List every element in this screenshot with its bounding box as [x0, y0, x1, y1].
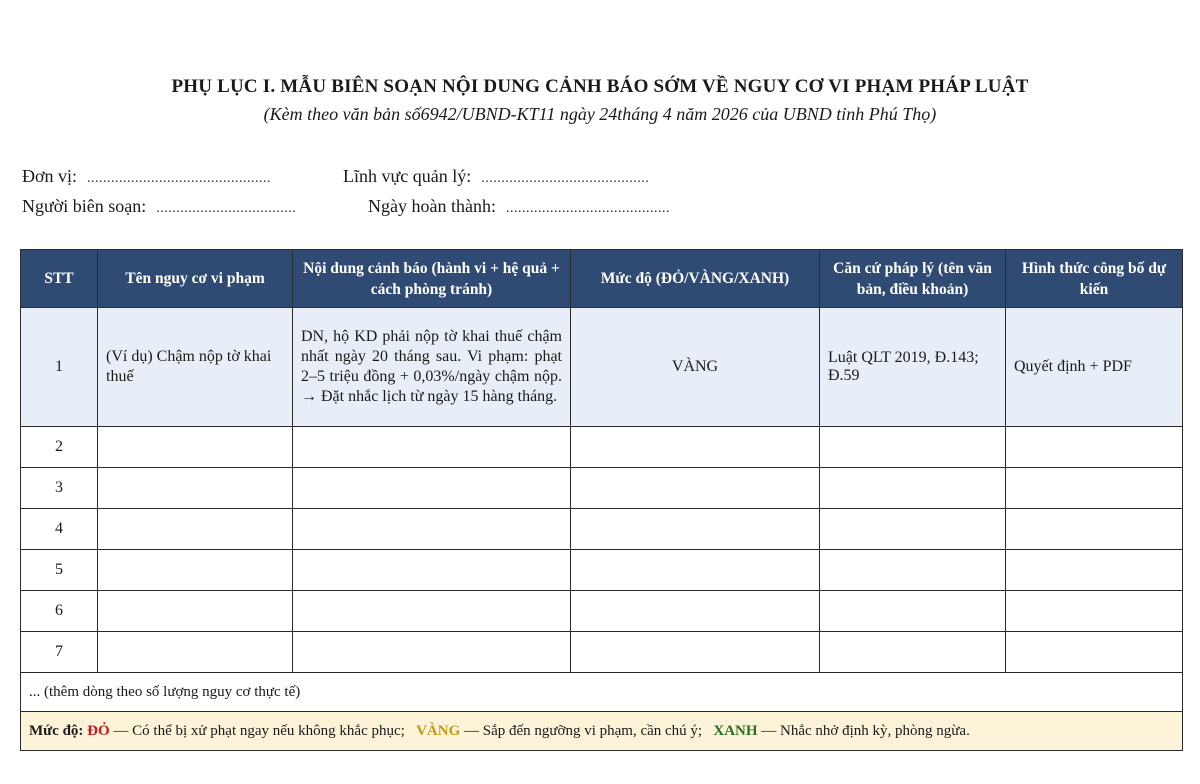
table-cell[interactable]: [293, 550, 571, 591]
row-stt: 7: [21, 632, 98, 673]
table-cell[interactable]: [571, 632, 820, 673]
don-vi-field: [22, 166, 271, 187]
header-can-cu: Căn cứ pháp lý (tên văn bản, điều khoản): [820, 250, 1006, 308]
table-cell[interactable]: [293, 632, 571, 673]
header-ten-nguy-co: Tên nguy cơ vi phạm: [98, 250, 293, 308]
example-noi-dung: DN, hộ KD phải nộp tờ khai thuế chậm nhất ngày 20 tháng sau. Vi phạm: phạt 2–5 triệu đồng + 0,03%/ngày chậm nộp. → Đặt nhắc lịch từ ngày 15 hàng tháng.: [293, 308, 571, 427]
table-row: [21, 632, 1183, 673]
nguoi-bien-soan-field: [22, 196, 296, 217]
table-cell[interactable]: [820, 550, 1006, 591]
example-ten: (Ví dụ) Chậm nộp tờ khai thuế: [98, 308, 293, 427]
add-rows-note: ... (thêm dòng theo số lượng nguy cơ thực tế): [21, 673, 1183, 712]
table-cell[interactable]: [98, 632, 293, 673]
table-cell[interactable]: [98, 591, 293, 632]
nguoi-bien-soan-label: Người biên soạn:: [22, 196, 147, 216]
table-cell[interactable]: [1006, 427, 1183, 468]
table-cell[interactable]: [820, 427, 1006, 468]
table-row: [21, 468, 1183, 509]
table-cell[interactable]: [820, 591, 1006, 632]
table-cell[interactable]: [1006, 550, 1183, 591]
nguoi-bien-soan-value: ...................................: [156, 201, 297, 216]
row-stt: 6: [21, 591, 98, 632]
table-cell[interactable]: [98, 468, 293, 509]
table-cell[interactable]: [98, 427, 293, 468]
document-title: PHỤ LỤC I. MẪU BIÊN SOẠN NỘI DUNG CẢNH BÁO SỚM VỀ NGUY CƠ VI PHẠM PHÁP LUẬT: [171, 76, 1029, 97]
table-cell[interactable]: [293, 468, 571, 509]
ngay-hoan-thanh-value: .........................................: [505, 201, 670, 216]
table-cell[interactable]: [820, 509, 1006, 550]
table-cell[interactable]: [571, 591, 820, 632]
table-cell[interactable]: [1006, 509, 1183, 550]
legend-label: Mức độ:: [29, 722, 84, 739]
table-cell[interactable]: [1006, 468, 1183, 509]
table-row: [21, 509, 1183, 550]
document-subtitle: (Kèm theo văn bản số6942/UBND-KT11 ngày 24tháng 4 năm 2026 của UBND tỉnh Phú Thọ): [263, 104, 937, 124]
header-noi-dung: Nội dung cảnh báo (hành vi + hệ quả + cách phòng tránh): [293, 250, 571, 308]
table-row: [21, 550, 1183, 591]
header-muc-do: Mức độ (ĐỎ/VÀNG/XANH): [571, 250, 820, 308]
header-hinh-thuc: Hình thức công bố dự kiến: [1006, 250, 1183, 308]
table-cell[interactable]: [571, 550, 820, 591]
legend-green-text: — Nhắc nhở định kỳ, phòng ngừa.: [761, 722, 970, 739]
table-row: [21, 427, 1183, 468]
row-stt: 5: [21, 550, 98, 591]
linh-vuc-field: [343, 166, 649, 187]
example-muc-do: VÀNG: [571, 308, 820, 427]
table-cell[interactable]: [571, 509, 820, 550]
table-cell[interactable]: [820, 468, 1006, 509]
legend-green-word: XANH: [713, 722, 758, 739]
legend-yellow-text: — Sắp đến ngưỡng vi phạm, cần chú ý;: [464, 722, 703, 739]
example-hinh-thuc: Quyết định + PDF: [1006, 308, 1183, 427]
table-cell[interactable]: [98, 509, 293, 550]
table-cell[interactable]: [571, 468, 820, 509]
severity-legend: [21, 712, 1183, 751]
linh-vuc-value: ..........................................: [481, 171, 650, 186]
table-cell[interactable]: [1006, 632, 1183, 673]
legend-red-word: ĐỎ: [87, 722, 110, 739]
note-row: [21, 673, 1183, 712]
row-stt: 2: [21, 427, 98, 468]
example-stt: 1: [21, 308, 98, 427]
example-can-cu: Luật QLT 2019, Đ.143; Đ.59: [820, 308, 1006, 427]
linh-vuc-label: Lĩnh vực quản lý:: [343, 166, 472, 186]
don-vi-label: Đơn vị:: [22, 166, 78, 186]
warning-table: [20, 249, 1183, 751]
table-cell[interactable]: [1006, 591, 1183, 632]
table-cell[interactable]: [293, 591, 571, 632]
legend-red-text: — Có thể bị xử phạt ngay nếu không khắc phục;: [113, 722, 405, 739]
legend-yellow-word: VÀNG: [416, 722, 461, 739]
header-stt: STT: [21, 250, 98, 308]
don-vi-value: ..............................................: [87, 171, 272, 186]
table-cell[interactable]: [293, 509, 571, 550]
table-row: [21, 591, 1183, 632]
row-stt: 3: [21, 468, 98, 509]
ngay-hoan-thanh-label: Ngày hoàn thành:: [368, 196, 496, 216]
row-stt: 4: [21, 509, 98, 550]
table-header-row: [21, 250, 1183, 308]
table-cell[interactable]: [820, 632, 1006, 673]
ngay-hoan-thanh-field: [368, 196, 670, 217]
legend-row: [21, 712, 1183, 751]
table-cell[interactable]: [98, 550, 293, 591]
table-cell[interactable]: [571, 427, 820, 468]
table-cell[interactable]: [293, 427, 571, 468]
example-row: [21, 308, 1183, 427]
